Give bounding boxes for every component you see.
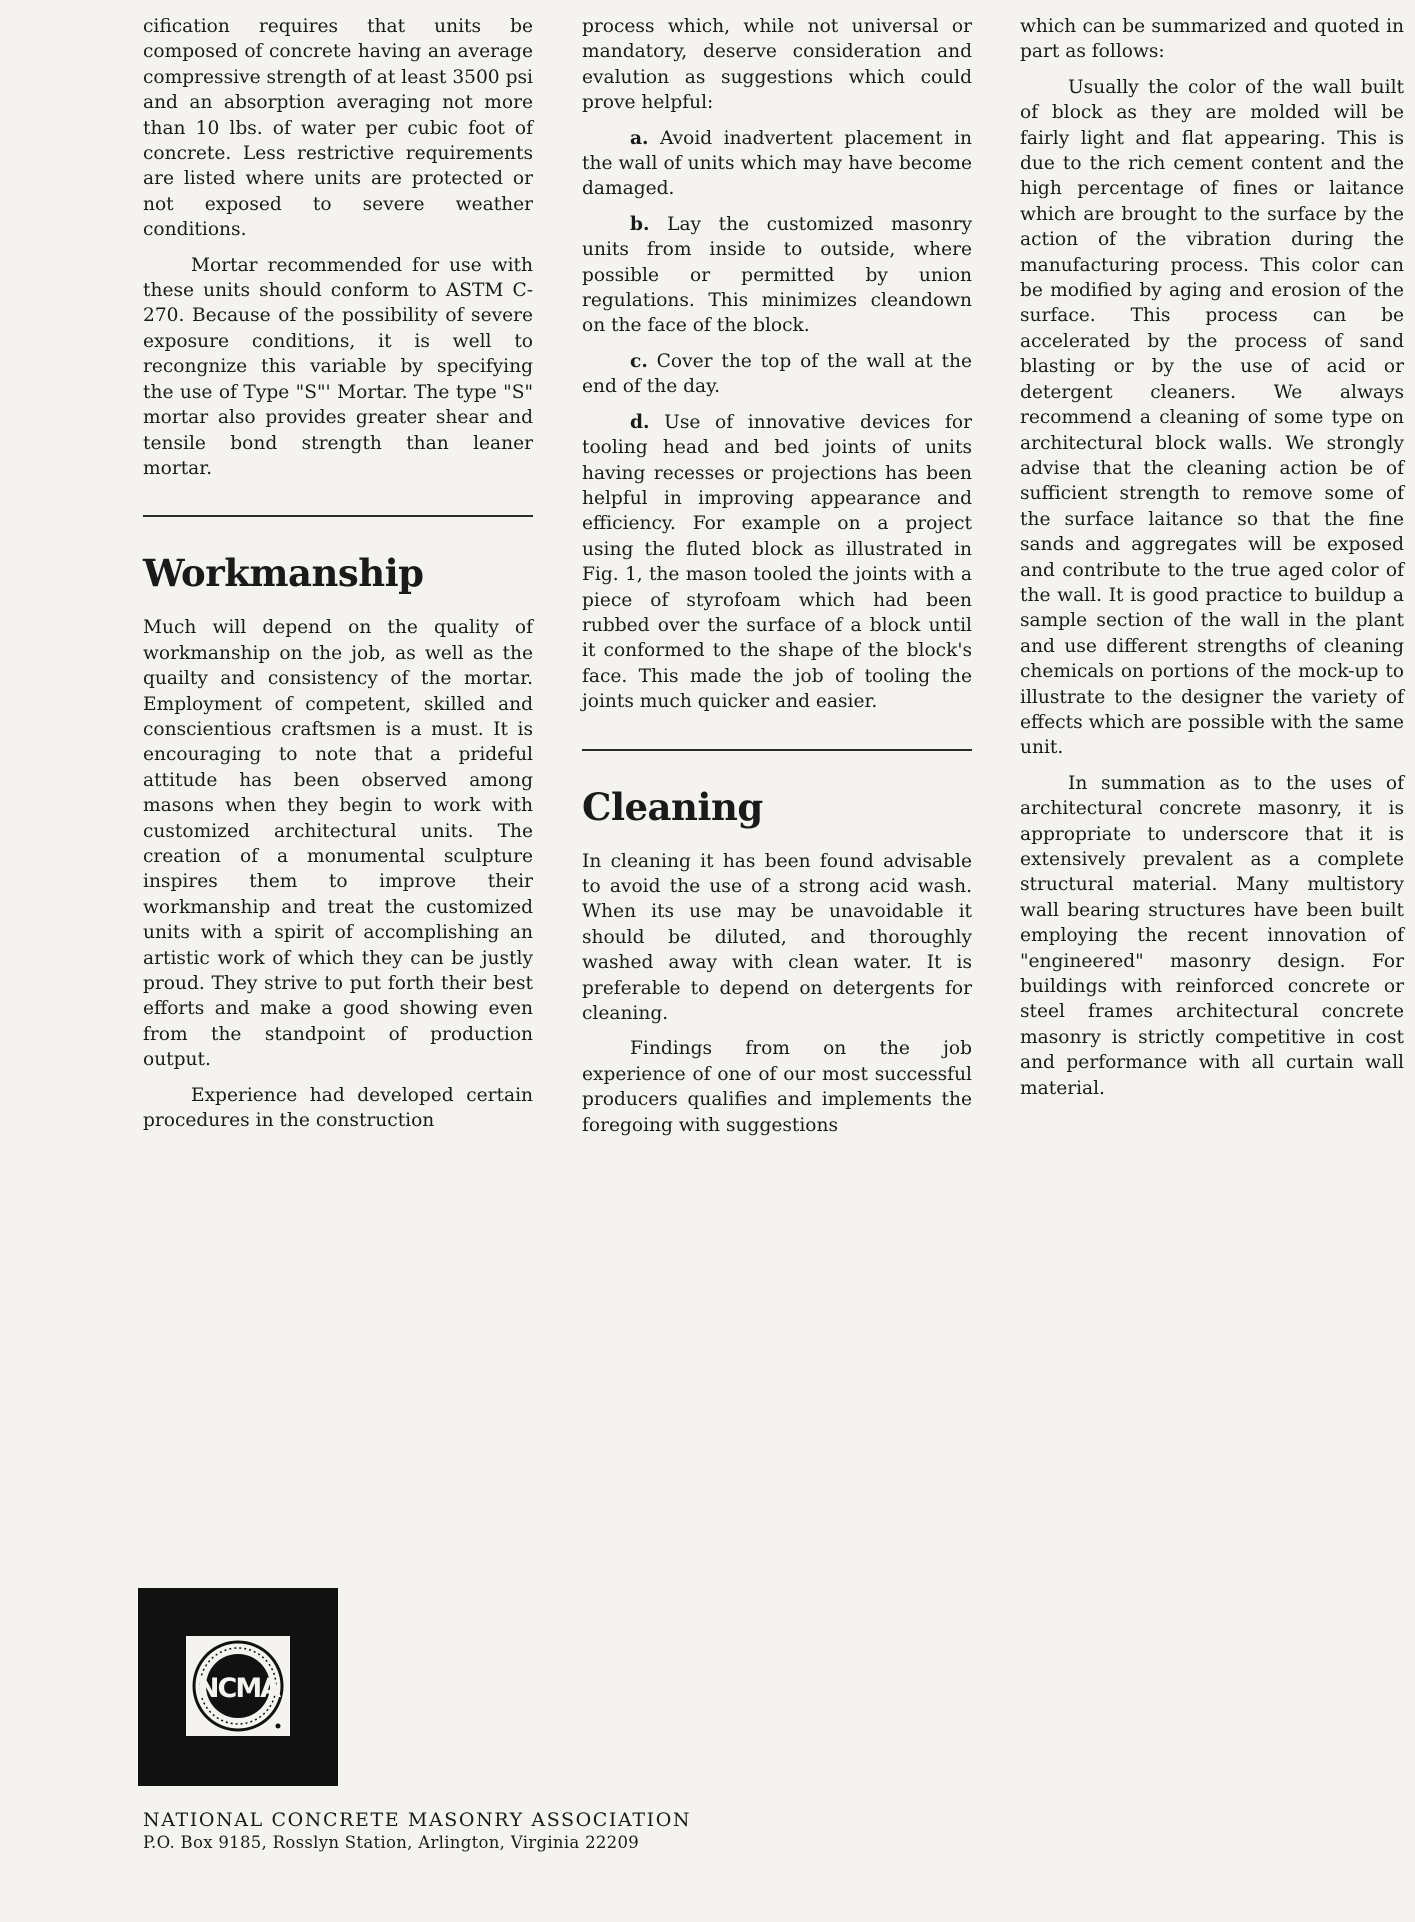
association-info <box>143 1808 691 1854</box>
list-label: a. <box>630 127 649 149</box>
paragraph: Much will depend on the quality of workmanship on the job, as well as the quailty and consistency of the mortar. Employment of competent, skilled and conscientious craftsmen is a must. It is encouraging to note that a prideful attitude has been observed among masons when they begin to work with customized architectural units. The creation of a monumental sculpture inspires them to improve their workmanship and treat the customized units with a spirit of accomplishing an artistic work of which they can be justly proud. They strive to put forth their best efforts and make a good showing even from the standpoint of production output. <box>143 617 533 1071</box>
paragraph: In summation as to the uses of architectural concrete masonry, it is appropriate to underscore that it is extensively prevalent as a complete structural material. Many multistory wall bearing structures have been built employing the recent innovation of "engineered" masonry design. For buildings with reinforced concrete or steel frames architectural concrete masonry is strictly competitive in cost and performance with all curtain wall material. <box>1020 772 1404 1099</box>
ncma-logo <box>138 1588 338 1786</box>
ncma-seal-icon <box>186 1636 290 1736</box>
list-label: c. <box>630 350 648 372</box>
association-name: NATIONAL CONCRETE MASONRY ASSOCIATION <box>143 1809 692 1831</box>
paragraph: Findings from on the job experience of one of our most successful producers qualifies and implements the foregoing with suggestions <box>582 1038 972 1136</box>
list-item-c <box>582 349 972 400</box>
list-label: b. <box>630 213 650 235</box>
list-text: Cover the top of the wall at the end of the day. <box>582 350 972 398</box>
heading-workmanship: Workmanship <box>143 551 424 596</box>
list-item-d <box>582 410 972 715</box>
paragraph: In cleaning it has been found advisable to avoid the use of a strong acid wash. When its use may be unavoidable it should be diluted, and thoroughly washed away with clean water. It is preferable to depend on detergents for cleaning. <box>582 850 972 1024</box>
section-divider <box>143 515 533 517</box>
column-2 <box>582 14 972 1148</box>
logo-letters: NCMA <box>196 1673 280 1704</box>
paragraph: Experience had developed certain procedures in the construction <box>143 1084 533 1132</box>
section-divider <box>582 749 972 751</box>
list-text: Use of innovative devices for tooling head and bed joints of units having recesses or projections has been helpful in improving appearance and efficiency. For example on a project using the fluted block as illustrated in Fig. 1, the mason tooled the joints with a piece of styrofoam which had been rubbed over the surface of a block until it conformed to the shape of the block's face. This made the job of tooling the joints much quicker and easier. <box>582 411 972 713</box>
list-label: d. <box>630 411 650 433</box>
association-address: P.O. Box 9185, Rosslyn Station, Arlington, Virginia 22209 <box>143 1833 640 1852</box>
paragraph: cification requires that units be composed of concrete having an average compressive strength of at least 3500 psi and an absorption averaging not more than 10 lbs. of water per cubic foot of concrete. Less restrictive requirements are listed where units are protected or not exposed to severe weather conditions. <box>143 16 533 241</box>
column-1 <box>143 14 533 1143</box>
column-3 <box>1020 14 1404 1111</box>
paragraph: Mortar recommended for use with these units should conform to ASTM C-270. Because of the possibility of severe exposure conditions, it is well to recongnize this variable by specifying the use of Type "S"' Mortar. The type "S" mortar also provides greater shear and tensile bond strength than leaner mortar. <box>143 254 533 479</box>
list-item-a <box>582 126 972 202</box>
list-item-b <box>582 212 972 339</box>
list-text: Lay the customized masonry units from inside to outside, where possible or permitted by union regulations. This minimizes cleandown on the face of the block. <box>582 213 972 337</box>
paragraph: which can be summarized and quoted in part as follows: <box>1020 16 1404 63</box>
logo-inner <box>186 1636 290 1736</box>
paragraph: process which, while not universal or mandatory, deserve consideration and evalution as suggestions which could prove helpful: <box>582 16 972 114</box>
paragraph: Usually the color of the wall built of block as they are molded will be fairly light and flat appearing. This is due to the rich cement content and the high percentage of fines or laitance which are brought to the surface by the action of the vibration during the manufacturing process. This color can be modified by aging and erosion of the surface. This process can be accelerated by the process of sand blasting or by the use of acid or detergent cleaners. We always recommend a cleaning of some type on architectural block walls. We strongly advise that the cleaning action be of sufficient strength to remove some of the surface laitance so that the fine sands and aggregates will be exposed and contribute to the true aged color of the wall. It is good practice to buildup a sample section of the wall in the plant and use different strengths of cleaning chemicals on portions of the mock-up to illustrate to the designer the variety of effects which are possible with the same unit. <box>1020 76 1404 759</box>
heading-cleaning: Cleaning <box>582 784 763 829</box>
list-text: Avoid inadvertent placement in the wall of units which may have become damaged. <box>582 127 972 200</box>
